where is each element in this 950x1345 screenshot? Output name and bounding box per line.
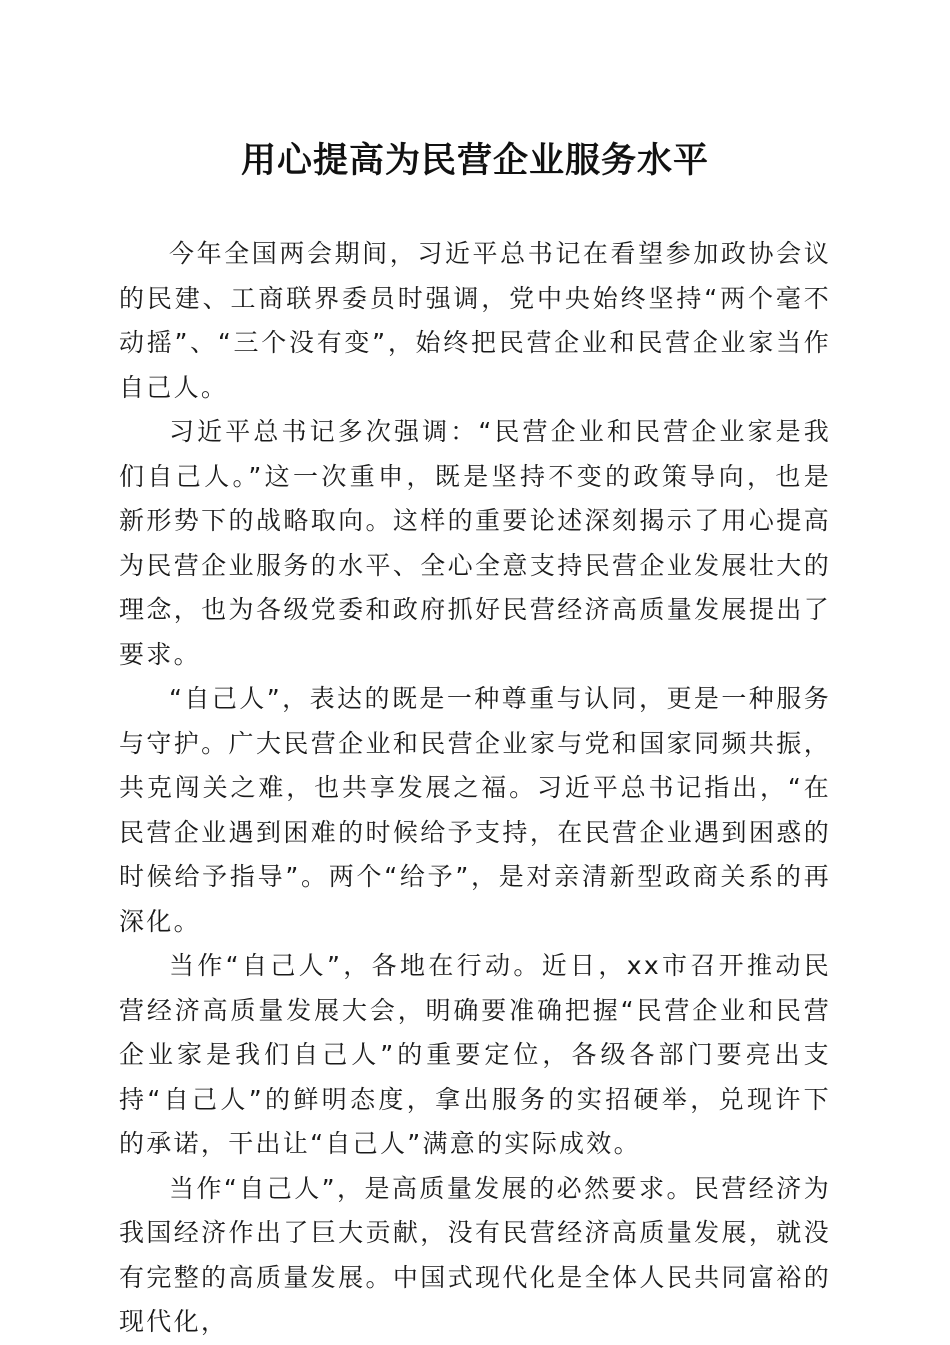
document-body (119, 232, 831, 1345)
paragraph-5: 当作“自己人”，是高质量发展的必然要求。民营经济为我国经济作出了巨大贡献，没有民营经济高质量发展，就没有完整的高质量发展。中国式现代化是全体人民共同富裕的现代化， (119, 1173, 831, 1336)
paragraph-1: 今年全国两会期间，习近平总书记在看望参加政协会议的民建、工商联界委员时强调，党中央始终坚持“两个毫不动摇”、“三个没有变”，始终把民营企业和民营企业家当作自己人。 (119, 239, 831, 402)
document-title: 用心提高为民营企业服务水平 (240, 140, 709, 181)
paragraph-4: 当作“自己人”，各地在行动。近日，xx市召开推动民营经济高质量发展大会，明确要准确把握“民营企业和民营企业家是我们自己人”的重要定位，各级各部门要亮出支持“自己人”的鲜明态度，拿出服务的实招硬举，兑现许下的承诺，干出让“自己人”满意的实际成效。 (119, 951, 831, 1158)
paragraph-2: 习近平总书记多次强调：“民营企业和民营企业家是我们自己人。”这一次重申，既是坚持不变的政策导向，也是新形势下的战略取向。这样的重要论述深刻揭示了用心提高为民营企业服务的水平、全心全意支持民营企业发展壮大的理念，也为各级党委和政府抓好民营经济高质量发展提出了要求。 (119, 417, 831, 669)
paragraph-3: “自己人”，表达的既是一种尊重与认同，更是一种服务与守护。广大民营企业和民营企业家与党和国家同频共振，共克闯关之难，也共享发展之福。习近平总书记指出，“在民营企业遇到困难的时候给予支持，在民营企业遇到困惑的时候给予指导”。两个“给予”，是对亲清新型政商关系的再深化。 (119, 684, 831, 936)
